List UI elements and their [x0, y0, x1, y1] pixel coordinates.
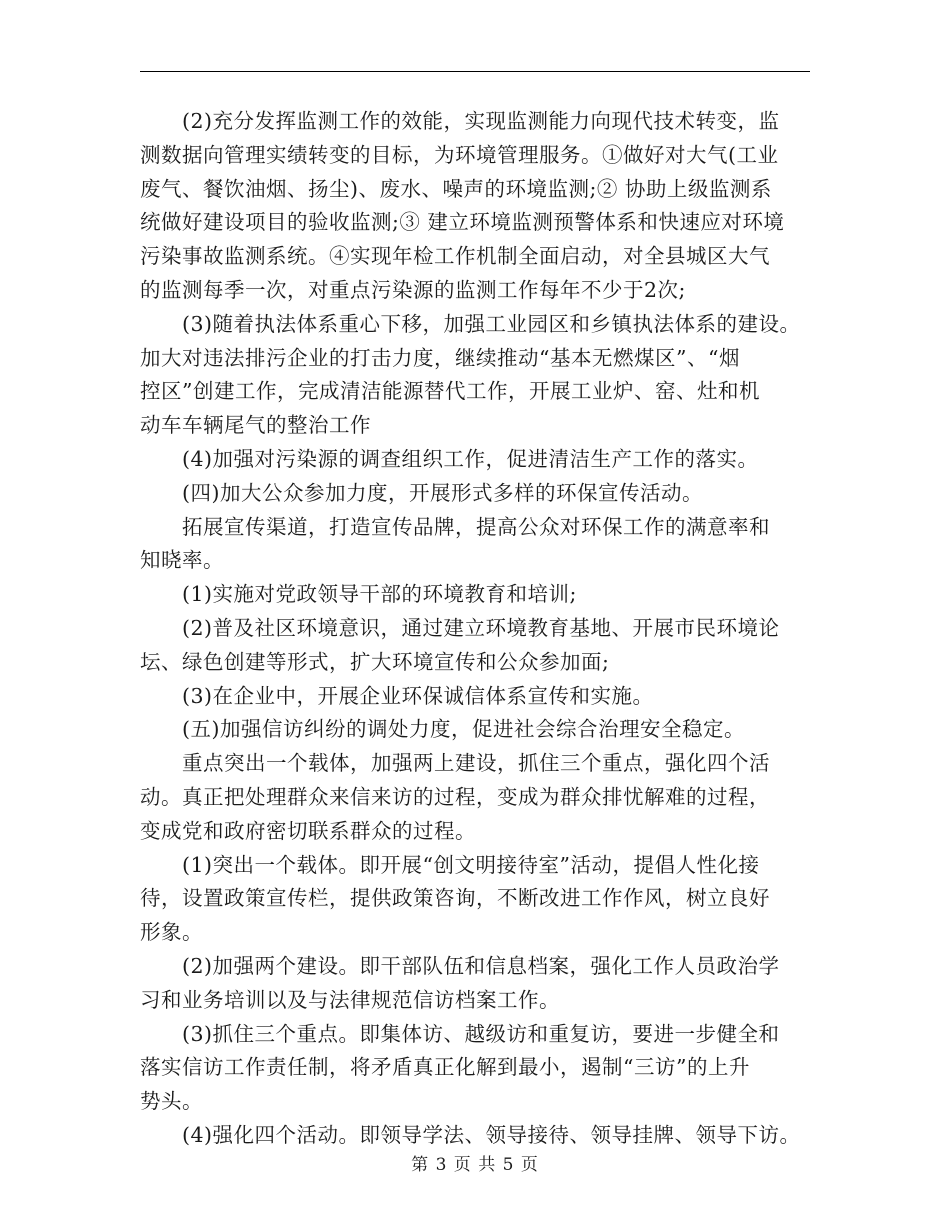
text-line: 形象。: [140, 920, 203, 944]
text-line: (4)加强对污染源的调查组织工作，促进清洁生产工作的落实。: [140, 447, 759, 471]
text-line: 坛、绿色创建等形式，扩大环境宣传和公众参加面;: [140, 650, 610, 674]
text-line: (2)加强两个建设。即干部队伍和信息档案，强化工作人员政治学: [140, 954, 780, 978]
section-heading: (四)加大公众参加力度，开展形式多样的环保宣传活动。: [140, 481, 703, 505]
text-line: 测数据向管理实绩转变的目标，为环境管理服务。①做好对大气(工业: [140, 143, 779, 167]
text-line: 知晓率。: [140, 548, 224, 572]
text-line: 控区”创建工作，完成清洁能源替代工作，开展工业炉、窑、灶和机: [140, 379, 760, 403]
text-line: 变成党和政府密切联系群众的过程。: [140, 819, 476, 843]
text-line: 动车车辆尾气的整治工作: [140, 413, 371, 437]
text-line: 势头。: [140, 1089, 203, 1113]
header-rule: [140, 71, 810, 72]
text-line: (4)强化四个活动。即领导学法、领导接待、领导挂牌、领导下访。: [140, 1123, 801, 1147]
text-line: 习和业务培训以及与法律规范信访档案工作。: [140, 988, 560, 1012]
text-line: 的监测每季一次，对重点污染源的监测工作每年不少于2次;: [140, 278, 686, 302]
text-line: (3)在企业中，开展企业环保诚信体系宣传和实施。: [140, 684, 654, 708]
text-line: 重点突出一个载体，加强两上建设，抓住三个重点，强化四个活: [140, 751, 770, 775]
text-line: (1)实施对党政领导干部的环境教育和培训;: [140, 582, 577, 606]
text-line: 加大对违法排污企业的打击力度，继续推动“基本无燃煤区”、“烟: [140, 346, 740, 370]
text-line: 待，设置政策宣传栏，提供政策咨询，不断改进工作作风，树立良好: [140, 886, 770, 910]
page-footer: 第 3 页 共 5 页: [411, 1155, 539, 1175]
text-line: 动。真正把处理群众来信来访的过程，变成为群众排忧解难的过程，: [140, 785, 770, 809]
text-line: 统做好建设项目的验收监测;③ 建立环境监测预警体系和快速应对环境: [140, 210, 785, 234]
text-line: (1)突出一个载体。即开展“创文明接待室”活动，提倡人性化接: [140, 853, 760, 877]
text-line: 废气、餐饮油烟、扬尘)、废水、噪声的环境监测;② 协助上级监测系: [140, 177, 772, 201]
text-line: 落实信访工作责任制，将矛盾真正化解到最小，遏制“三访”的上升: [140, 1055, 750, 1079]
text-line: (2)充分发挥监测工作的效能，实现监测能力向现代技术转变，监: [140, 109, 780, 133]
section-heading: (五)加强信访纠纷的调处力度，促进社会综合治理安全稳定。: [140, 717, 745, 741]
text-line: (2)普及社区环境意识，通过建立环境教育基地、开展市民环境论: [140, 616, 780, 640]
text-line: (3)抓住三个重点。即集体访、越级访和重复访，要进一步健全和: [140, 1022, 780, 1046]
text-line: 拓展宣传渠道，打造宣传品牌，提高公众对环保工作的满意率和: [140, 515, 770, 539]
text-line: 污染事故监测系统。④实现年检工作机制全面启动，对全县城区大气: [140, 244, 770, 268]
text-line: (3)随着执法体系重心下移，加强工业园区和乡镇执法体系的建设。: [140, 312, 801, 336]
